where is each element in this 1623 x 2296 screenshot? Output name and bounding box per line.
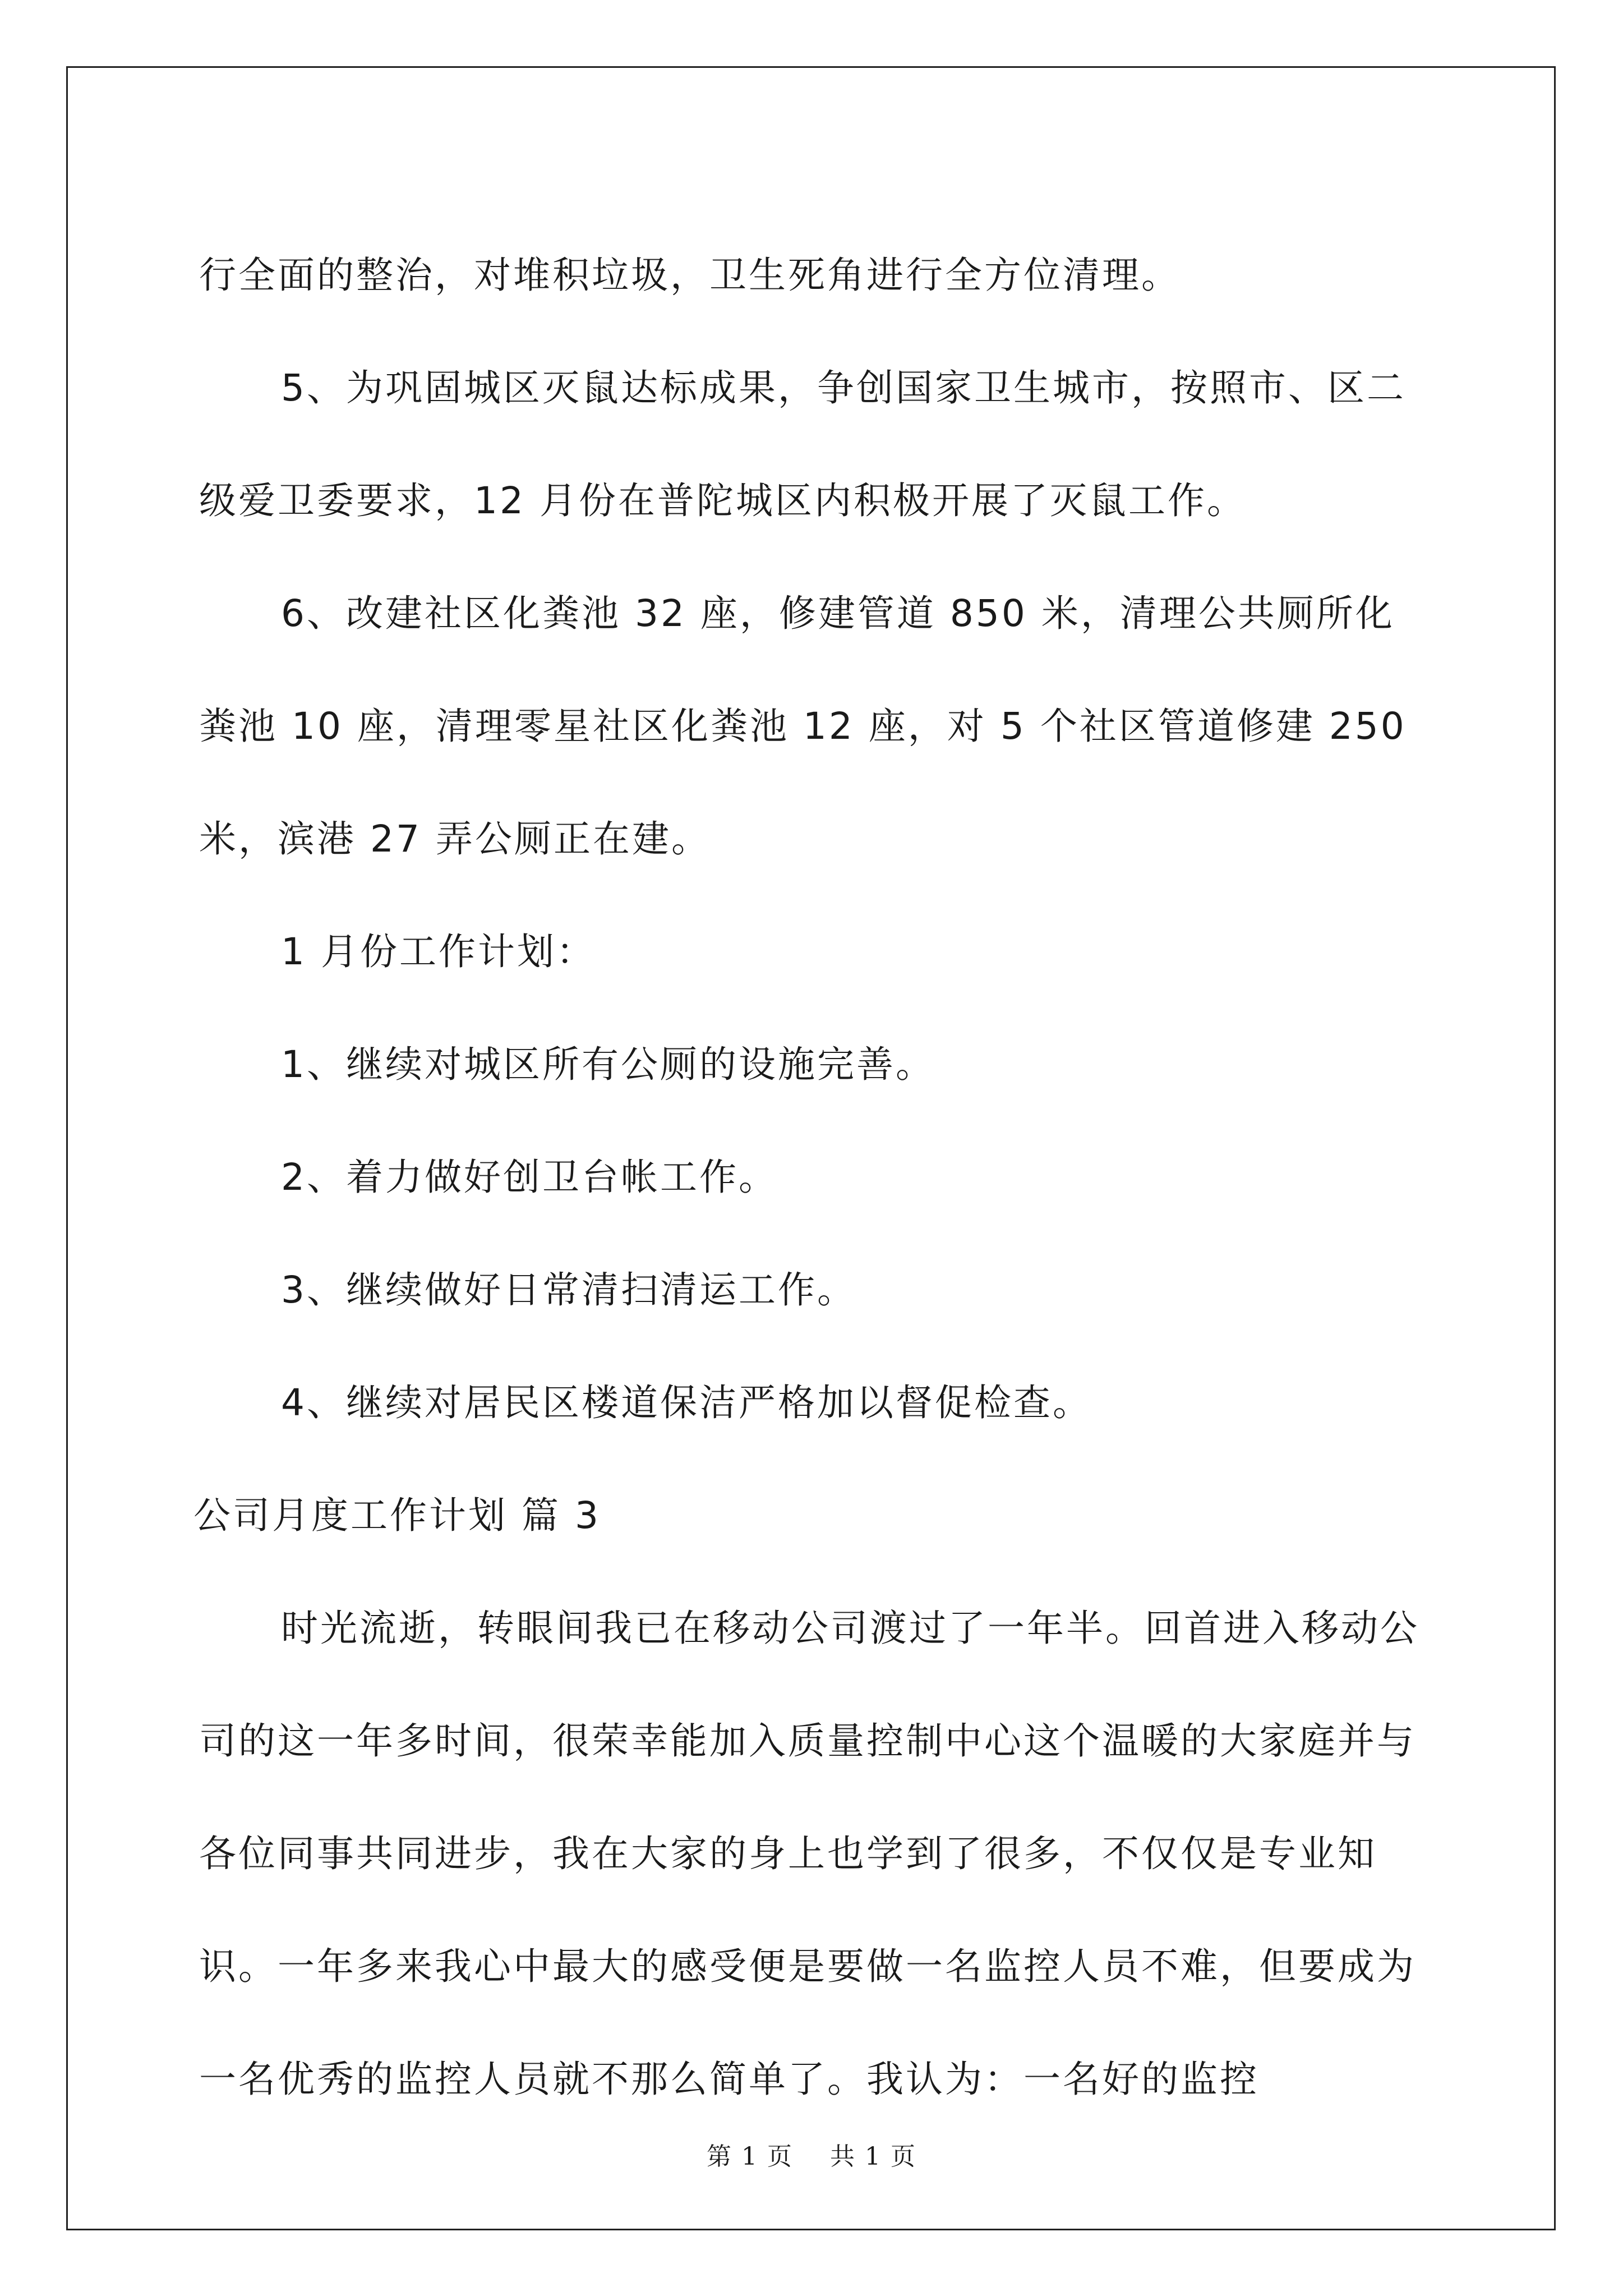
section-title: 公司月度工作计划 篇 3 [193, 1494, 601, 1537]
paragraph-item-5: 5、为巩固城区灭鼠达标成果，争创国家卫生城市，按照市、区二级爱卫委要求，12 月份在普陀城区内积极开展了灭鼠工作。 [199, 366, 1406, 522]
plan-item-4: 4、继续对居民区楼道保洁严格加以督促检查。 [281, 1381, 1092, 1424]
page-footer [0, 2136, 1623, 2172]
paragraph-continued: 行全面的整治，对堆积垃圾，卫生死角进行全方位清理。 [199, 254, 1181, 297]
plan-item-2: 2、着力做好创卫台帐工作。 [281, 1156, 778, 1199]
document-body [193, 219, 1422, 2136]
plan-item-3: 3、继续做好日常清扫清运工作。 [281, 1268, 856, 1312]
paragraph-intro: 时光流逝，转眼间我已在移动公司渡过了一年半。回首进入移动公司的这一年多时间，很荣幸能加入质量控制中心这个温暖的大家庭并与各位同事共同进步，我在大家的身上也学到了很多，不仅仅是专业知识。一年多来我心中最大的感受便是要做一名监控人员不难，但要成为一名优秀的监控人员就不那么简单了。我认为：一名好的监控 [199, 1607, 1419, 2101]
plan-item-1: 1、继续对城区所有公厕的设施完善。 [281, 1043, 935, 1086]
page-number: 第 1 页 [707, 2142, 793, 2171]
page-total: 共 1 页 [830, 2142, 916, 2171]
paragraph-item-6: 6、改建社区化粪池 32 座，修建管道 850 米，清理公共厕所化粪池 10 座，清理零星社区化粪池 12 座，对 5 个社区管道修建 250 米，滨港 27 弄公厕正在建。 [199, 592, 1407, 861]
plan-heading: 1 月份工作计划： [281, 930, 596, 973]
